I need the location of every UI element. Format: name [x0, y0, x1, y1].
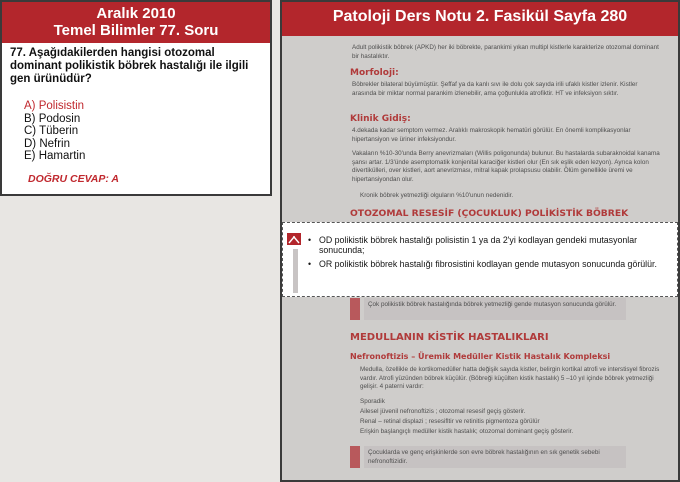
note-bullet-or: • OR polikistik böbrek hastalığı fibrosistini kodlayan gende mutasyon sonucunda görülür.	[307, 259, 671, 269]
morfoloji-paragraph: Böbrekler bilateral büyümüştür. Şeffaf ya da kanlı sıvı ile dolu çok sayıda irili ufaklı kistler izlenir. Kistler arasında bir miktar normal parankim izlenebilir, ama çoğunlukla atrofiktir. HT ve infeksiyon sıktır.	[352, 81, 638, 97]
klinik-paragraph-1: 4.dekada kadar semptom vermez. Aralıklı makroskopik hematüri görülür. En önemli komplikasyonlar hipertansiyon ve üriner infeksiyondur.	[352, 127, 631, 143]
nefronoftizis-heading: Nefronoftizis – Üremik Medüller Kistik Hastalık Kompleksi	[350, 352, 611, 361]
note-bullets	[307, 235, 671, 272]
partial-note-box	[364, 298, 626, 320]
correct-answer: DOĞRU CEVAP: A	[28, 172, 120, 185]
exam-date: Aralık 2010	[96, 5, 176, 22]
morfoloji-heading: Morfoloji:	[350, 68, 399, 78]
question-text: 77. Aşağıdakilerden hangisi otozomal dominant polikistik böbrek hastalığı ile ilgili gen ürünüdür?	[10, 47, 249, 85]
note-marker	[350, 298, 360, 320]
answer-options	[2, 100, 270, 163]
option-d[interactable]: D) Nefrin	[24, 137, 71, 150]
pattern-3: Renal – retinal displazi ; resesifltir ve retinitis pigmentoza görülür	[360, 418, 540, 425]
oresessif-heading: OTOZOMAL RESESİF (ÇOCUKLUK) POLİKİSTİK BÖBREK	[350, 208, 629, 219]
klinik-heading: Klinik Gidiş:	[350, 114, 411, 124]
option-c[interactable]: C) Tüberin	[24, 125, 79, 137]
question-panel	[0, 0, 272, 196]
exam-section: Temel Bilimler 77. Soru	[53, 22, 219, 39]
note-side-bar	[293, 249, 298, 293]
bottom-note-marker	[350, 446, 360, 468]
nefronoftizis-paragraph: Medulla, özellikle de kortikomedüller hatta değişik sayıda kistler, belirgin kortikal atrofi ve interstisyel fibrozis vardır. Atrofi yüzünden böbrek küçülür. (Böbreği küçülten kistik hastalık) 5 –10 yıl içinde böbrek yetmezliği gelişir. 4 paterni vardır:	[360, 366, 660, 391]
option-b[interactable]: B) Podosin	[24, 112, 81, 125]
medullar-heading: MEDULLANIN KİSTİK HASTALIKLARI	[350, 332, 549, 343]
page-title: Patoloji Ders Notu 2. Fasikül Sayfa 280	[282, 2, 678, 36]
pattern-1: Sporadik	[360, 398, 385, 405]
option-a[interactable]: A) Polisistin	[24, 100, 85, 112]
klinik-paragraph-3: Kronik böbrek yetmezliği olguların %10'unun nedenidir.	[360, 192, 514, 199]
bottom-note-box	[364, 446, 626, 468]
option-e[interactable]: E) Hamartin	[24, 150, 86, 162]
klinik-paragraph-2: Vakaların %10-30'unda Berry anevrizmaları (Willis poligonunda) bulunur. Bu hastalarda subaraknoidal kanama şansı artar. 1/3'ünde asemptomatik konjenital karaciğer kistleri olur (En sık eşlik eden lezyon). Ayrıca kolon divertikülleri, over kistleri, aort anevrizması, mitral kapak prolapsusu olabilir. Ölüm genellikle üremi ve hipertansiyondan olur.	[352, 150, 660, 183]
note-bullet-od: • OD polikistik böbrek hastalığı polisistin 1 ya da 2'yi kodlayan gendeki mutasyonlar sonucunda;	[307, 235, 671, 256]
intro-paragraph: Adult polikistik böbrek (APKD) her iki böbrekte, parankimi yıkan multipl kistlerle karakterize otozomal dominant bir hastalıktır.	[352, 44, 659, 60]
highlight-note	[282, 222, 678, 297]
pattern-2: Ailesel jüvenil nefronoftizis ; otozomal resesif geçiş gösterir.	[360, 408, 526, 415]
note-icon	[287, 233, 301, 245]
pattern-4: Erişkin başlangıçlı medüller kistik hastalık; otozomal dominant geçiş gösterir.	[360, 428, 574, 435]
partial-note-text: Çok polikistik böbrek hastalığında böbrek yetmezliği gende mutasyon sonucunda görülür.	[368, 301, 617, 308]
question-header	[2, 2, 270, 43]
bottom-note-text: Çocuklarda ve genç erişkinlerde son evre böbrek hastalığının en sık genetik sebebi nefronoftizidir.	[368, 449, 600, 465]
